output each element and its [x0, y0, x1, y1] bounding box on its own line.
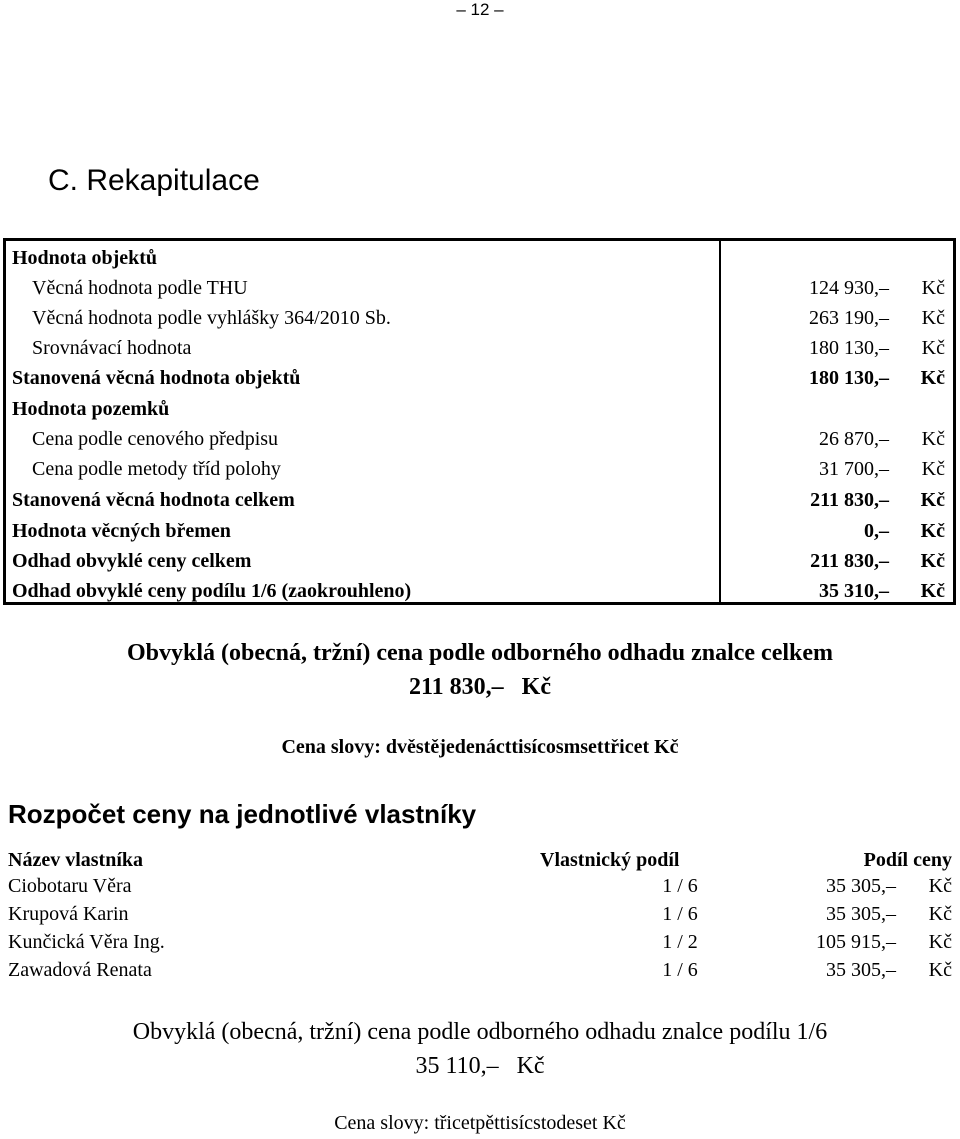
summary-row-currency: Kč — [921, 458, 945, 480]
summary-row-label: Věcná hodnota podle THU — [32, 277, 248, 299]
share-total-amount: 35 110,– Kč — [415, 1053, 545, 1079]
summary-row-label: Věcná hodnota podle vyhlášky 364/2010 Sb. — [32, 307, 391, 329]
summary-row-label: Srovnávací hodnota — [32, 337, 192, 359]
summary-labels-column — [6, 241, 721, 602]
owner-share: 1 / 6 — [662, 903, 698, 925]
summary-table — [3, 238, 956, 605]
owner-price: 35 305,– — [826, 875, 896, 897]
summary-row-label: Hodnota pozemků — [12, 398, 170, 420]
total-heading: Obvyklá (obecná, tržní) cena podle odborného odhadu znalce celkem — [126, 640, 834, 666]
owner-name: Ciobotaru Věra — [8, 875, 132, 897]
summary-row-label: Hodnota objektů — [12, 247, 158, 269]
summary-row-value: 26 870,– — [819, 428, 889, 450]
summary-row-currency: Kč — [920, 550, 945, 572]
owner-name: Zawadová Renata — [8, 959, 152, 981]
summary-row-label: Cena podle cenového předpisu — [32, 428, 279, 450]
summary-row-value: 0,– — [864, 520, 889, 542]
summary-row-currency: Kč — [920, 520, 945, 542]
owner-name: Krupová Karin — [8, 903, 129, 925]
summary-row-currency: Kč — [921, 337, 945, 359]
summary-row-currency: Kč — [920, 580, 945, 602]
summary-row-value: 180 130,– — [809, 337, 889, 359]
total-amount: 211 830,– Kč — [409, 674, 551, 700]
summary-row-label: Stanovená věcná hodnota objektů — [12, 367, 301, 389]
owner-share: 1 / 2 — [662, 931, 698, 953]
summary-row-value: 35 310,– — [819, 580, 889, 602]
total-in-words: Cena slovy: dvěstějedenácttisícosmsettřicet Kč — [281, 736, 679, 758]
owner-currency: Kč — [928, 903, 952, 925]
page-number: – 12 – — [456, 0, 504, 19]
summary-row-currency: Kč — [921, 307, 945, 329]
summary-row-label: Odhad obvyklé ceny celkem — [12, 550, 252, 572]
owner-share: 1 / 6 — [662, 875, 698, 897]
summary-row-currency: Kč — [920, 489, 945, 511]
summary-row-value: 263 190,– — [809, 307, 889, 329]
owner-price: 35 305,– — [826, 959, 896, 981]
summary-row-label: Odhad obvyklé ceny podílu 1/6 (zaokrouhleno) — [12, 580, 412, 602]
owner-name: Kunčická Věra Ing. — [8, 931, 165, 953]
summary-row-currency: Kč — [921, 277, 945, 299]
share-total-in-words: Cena slovy: třicetpěttisícstodeset Kč — [334, 1112, 626, 1134]
summary-row-label: Cena podle metody tříd polohy — [32, 458, 281, 480]
owner-name-header: Název vlastníka — [8, 849, 143, 871]
summary-row-value: 124 930,– — [809, 277, 889, 299]
summary-row-value: 211 830,– — [810, 489, 889, 511]
owner-price: 35 305,– — [826, 903, 896, 925]
owner-price: 105 915,– — [816, 931, 896, 953]
summary-row-value: 180 130,– — [809, 367, 889, 389]
summary-row-label: Stanovená věcná hodnota celkem — [12, 489, 295, 511]
owner-share: 1 / 6 — [662, 959, 698, 981]
summary-row-currency: Kč — [921, 428, 945, 450]
section-title: C. Rekapitulace — [48, 164, 260, 197]
summary-row-value: 211 830,– — [810, 550, 889, 572]
summary-values-column — [721, 241, 953, 602]
owner-currency: Kč — [928, 959, 952, 981]
summary-row-label: Hodnota věcných břemen — [12, 520, 231, 542]
summary-row-value: 31 700,– — [819, 458, 889, 480]
summary-row-currency: Kč — [920, 367, 945, 389]
owner-currency: Kč — [928, 931, 952, 953]
owners-section-title: Rozpočet ceny na jednotlivé vlastníky — [8, 799, 477, 829]
owner-price-header: Podíl ceny — [863, 849, 952, 871]
owner-share-header: Vlastnický podíl — [540, 849, 680, 871]
share-total-heading: Obvyklá (obecná, tržní) cena podle odborného odhadu znalce podílu 1/6 — [132, 1019, 828, 1045]
owner-currency: Kč — [928, 875, 952, 897]
